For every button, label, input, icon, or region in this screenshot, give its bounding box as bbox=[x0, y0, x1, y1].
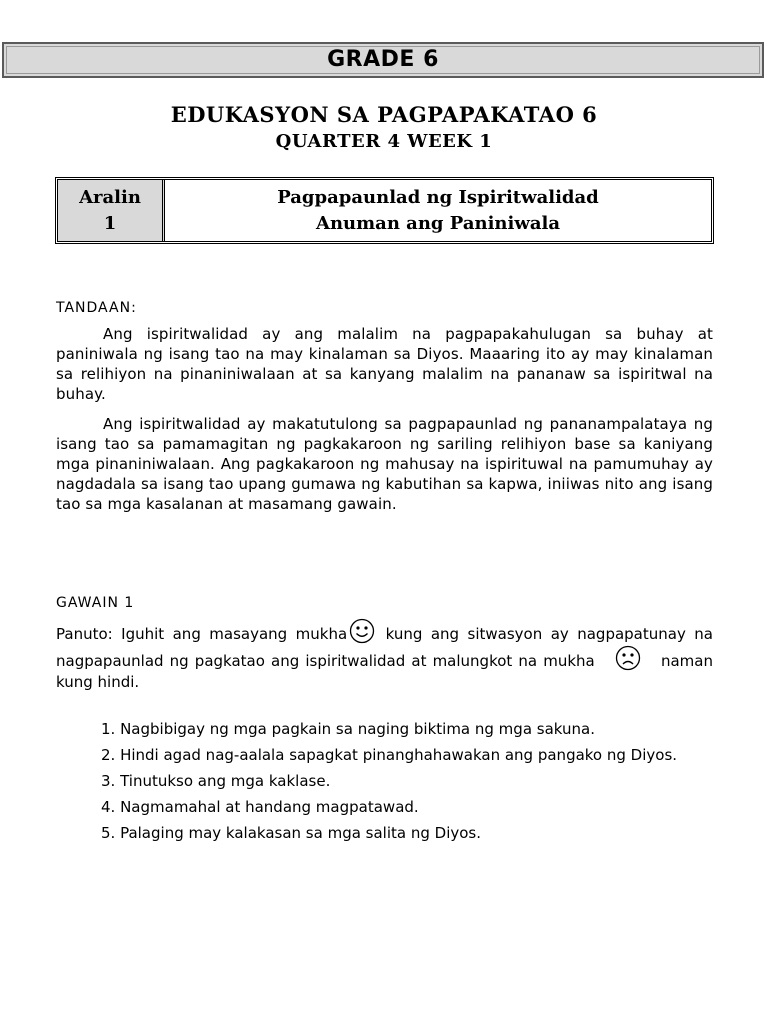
instruction-text-2: kung ang sitwasyon ay nagpapatunay na nagpapaunlad ng pagkatao ang ispiritwalidad at malungkot na mukha bbox=[56, 625, 713, 670]
list-item: 4. Nagmamahal at handang magpatawad. bbox=[101, 798, 419, 816]
lesson-number-cell bbox=[58, 180, 165, 241]
grade-label: GRADE 6 bbox=[327, 47, 439, 72]
instruction-text-3: naman kung hindi. bbox=[56, 652, 713, 691]
lesson-title-cell bbox=[165, 180, 711, 241]
tandaan-heading: TANDAAN: bbox=[56, 300, 137, 316]
quarter-week-label: QUARTER 4 WEEK 1 bbox=[275, 131, 493, 152]
gawain-instructions bbox=[56, 618, 713, 693]
smiley-face-icon bbox=[349, 618, 375, 644]
activity-list bbox=[101, 717, 713, 847]
tandaan-paragraph-2: Ang ispiritwalidad ay makatutulong sa pagpapaunlad ng pananampalataya ng isang tao sa pamamagitan ng pagkakaroon ng sariling relihiyon base sa kaniyang mga pinaniniwalaan. Ang pagkakaroon ng mahusay na ispirituwal na pamumuhay ay nagdadala sa isang tao upang gumawa ng kabutihan sa kapwa, iniiwas nito ang isang tao sa mga kasalanan at masamang gawain. bbox=[56, 415, 713, 513]
subject-title: EDUKASYON SA PAGPAPAKATAO 6 bbox=[170, 102, 598, 127]
instruction-text-1: Panuto: Iguhit ang masayang mukha bbox=[56, 625, 348, 643]
grade-banner bbox=[2, 42, 764, 78]
lesson-number: 1 bbox=[103, 212, 117, 234]
lesson-title-line2: Anuman ang Paniniwala bbox=[315, 212, 561, 234]
lesson-title-line1: Pagpapaunlad ng Ispiritwalidad bbox=[277, 186, 599, 208]
tandaan-paragraph-1: Ang ispiritwalidad ay ang malalim na pagpapakahulugan sa buhay at paniniwala ng isang tao na may kinalaman sa Diyos. Maaaring ito ay may kinalaman sa relihiyon na pinaniniwalaan at sa kanyang malalim na pananaw sa ispiritwal na buhay. bbox=[56, 325, 713, 403]
list-item: 1. Nagbibigay ng mga pagkain sa naging biktima ng mga sakuna. bbox=[101, 720, 595, 738]
lesson-box bbox=[55, 177, 714, 244]
gawain-heading: GAWAIN 1 bbox=[56, 595, 135, 611]
list-item: 3. Tinutukso ang mga kaklase. bbox=[101, 772, 331, 790]
lesson-label-text: Aralin bbox=[79, 186, 141, 208]
list-item: 2. Hindi agad nag-aalala sapagkat pinanghahawakan ang pangako ng Diyos. bbox=[101, 746, 678, 764]
list-item: 5. Palaging may kalakasan sa mga salita ng Diyos. bbox=[101, 824, 482, 842]
sad-face-icon bbox=[615, 645, 641, 671]
